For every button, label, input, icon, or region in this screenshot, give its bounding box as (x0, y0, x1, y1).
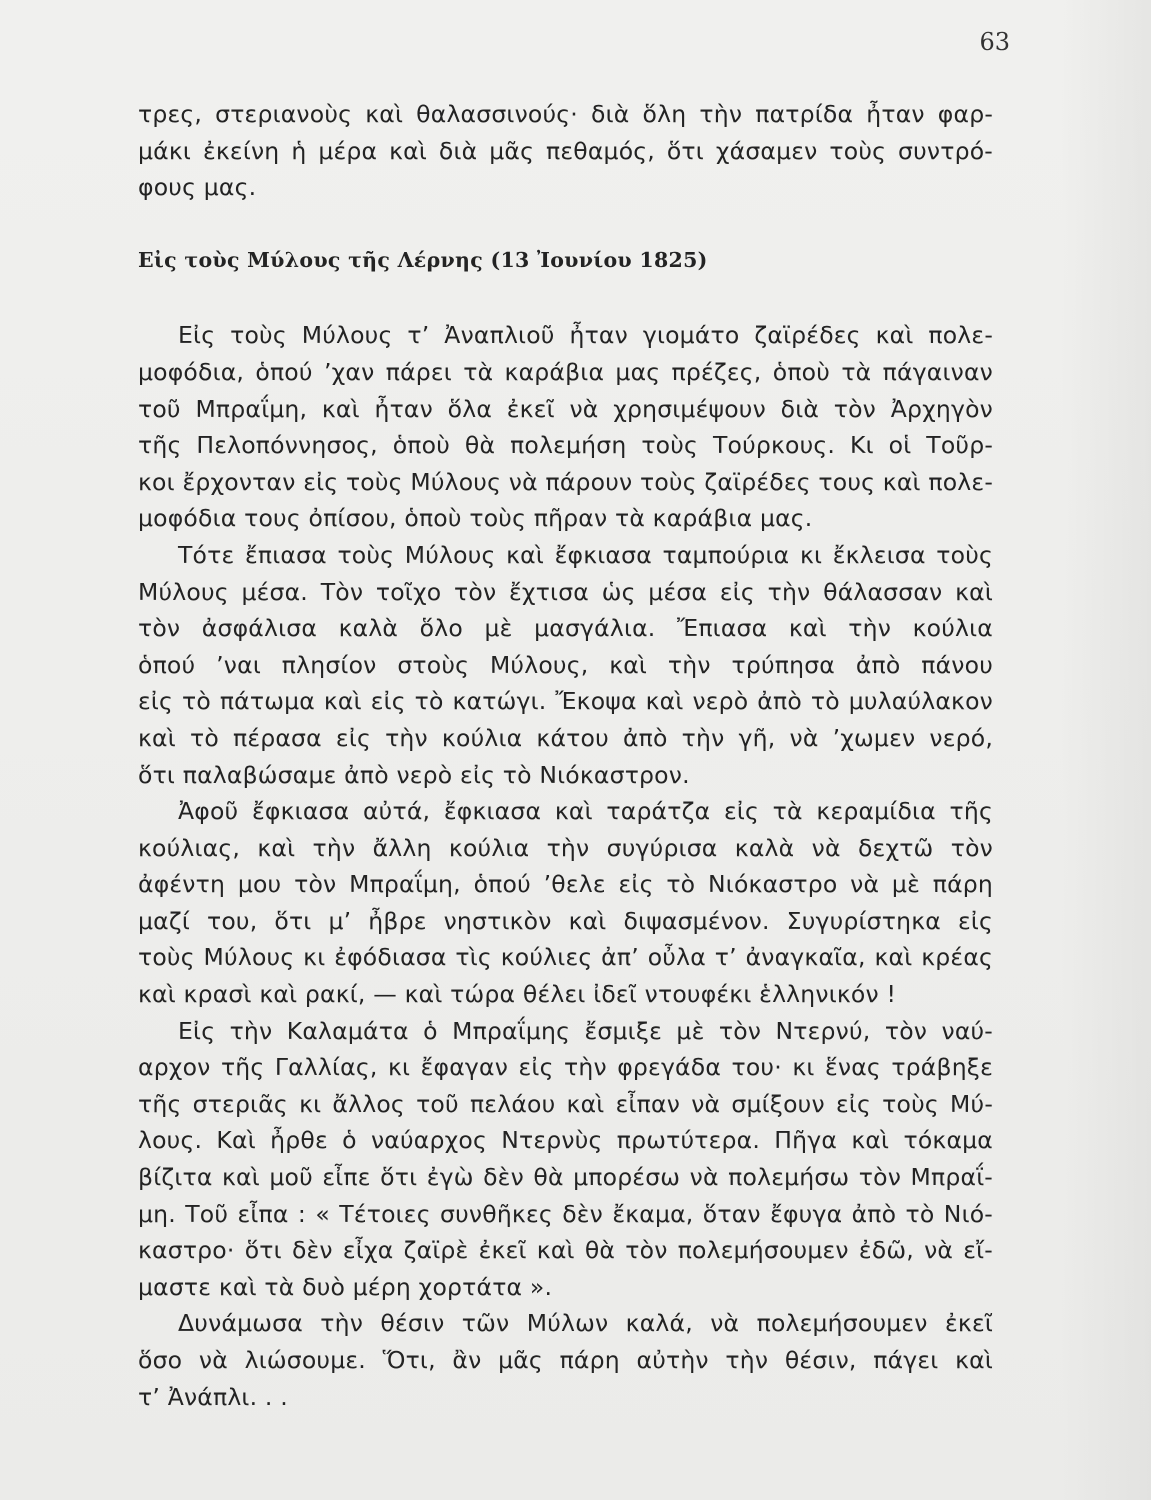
text-line: μαζί του, ὅτι μ’ ἦβρε νηστικὸν καὶ διψασμένον. Συγυρίστηκα εἰς (138, 906, 993, 935)
text-line: βίζιτα καὶ μοῦ εἶπε ὅτι ἐγὼ δὲν θὰ μπορέσω νὰ πολεμήσω τὸν Μπραΐ- (138, 1163, 993, 1192)
text-line: μοφόδια τους ὀπίσου, ὁποὺ τοὺς πῆραν τὰ καράβια μας. (138, 504, 813, 533)
paragraph (138, 1013, 993, 1306)
text-line: μαστε καὶ τὰ δυὸ μέρη χορτάτα ». (138, 1272, 553, 1301)
text-line: καὶ κρασὶ καὶ ρακί, — καὶ τώρα θέλει ἰδεῖ ντουφέκι ἑλληνικόν ! (138, 980, 897, 1009)
text-line: τοῦ Μπραΐμη, καὶ ἦταν ὅλα ἐκεῖ νὰ χρησιμέψουν διὰ τὸν Ἀρχηγὸν (138, 394, 993, 423)
text-line: μάκι ἐκείνη ἡ μέρα καὶ διὰ μᾶς πεθαμός, ὅτι χάσαμεν τοὺς συντρό- (138, 136, 993, 165)
page-shading (1061, 0, 1151, 1500)
text-line: κοι ἔρχονταν εἰς τοὺς Μύλους νὰ πάρουν τοὺς ζαϊρέδες τους καὶ πολε- (138, 467, 993, 496)
text-line: Εἰς τὴν Καλαμάτα ὁ Μπραΐμης ἔσμιξε μὲ τὸν Ντερνύ, τὸν ναύ- (178, 1016, 993, 1045)
text-line: τ’ Ἀνάπλι. . . (138, 1382, 288, 1411)
text-line: τοὺς Μύλους κι ἐφόδιασα τὶς κούλιες ἀπ’ οὖλα τ’ ἀναγκαῖα, καὶ κρέας (138, 943, 993, 972)
text-line: Μύλους μέσα. Τὸν τοῖχο τὸν ἔχτισα ὡς μέσα εἰς τὴν θάλασσαν καὶ (138, 577, 993, 606)
text-line: ὁπού ’ναι πλησίον στοὺς Μύλους, καὶ τὴν τρύπησα ἀπὸ πάνου (138, 650, 993, 679)
text-line: κούλιας, καὶ τὴν ἄλλη κούλια τὴν συγύρισα καλὰ νὰ δεχτῶ τὸν (138, 833, 993, 862)
text-line: Δυνάμωσα τὴν θέσιν τῶν Μύλων καλά, νὰ πολεμήσουμεν ἐκεῖ (178, 1309, 993, 1338)
paragraph (138, 317, 993, 537)
text-line: αρχον τῆς Γαλλίας, κι ἔφαγαν εἰς τὴν φρεγάδα του· κι ἕνας τράβηξε (138, 1053, 993, 1082)
text-line: τὸν ἀσφάλισα καλὰ ὅλο μὲ μασγάλια. Ἔπιασα καὶ τὴν κούλια (138, 614, 993, 643)
text-line: μοφόδια, ὁπού ’χαν πάρει τὰ καράβια μας πρέζες, ὁποὺ τὰ πάγαιναν (138, 357, 993, 386)
opening-paragraph (138, 96, 993, 206)
text-line: καὶ τὸ πέρασα εἰς τὴν κούλια κάτου ἀπὸ τὴν γῆ, νὰ ’χωμεν νερό, (138, 723, 993, 752)
text-line: τῆς στεριᾶς κι ἄλλος τοῦ πελάου καὶ εἶπαν νὰ σμίξουν εἰς τοὺς Μύ- (138, 1089, 993, 1118)
text-line: Ἀφοῦ ἔφκιασα αὐτά, ἔφκιασα καὶ ταράτζα εἰς τὰ κεραμίδια τῆς (178, 797, 993, 826)
text-line: μη. Τοῦ εἶπα : « Τέτοιες συνθῆκες δὲν ἔκαμα, ὅταν ἔφυγα ἀπὸ τὸ Νιό- (138, 1199, 993, 1228)
body-text (138, 96, 993, 1415)
paragraph (138, 1305, 993, 1415)
text-line: καστρο· ὅτι δὲν εἶχα ζαϊρὲ ἐκεῖ καὶ θὰ τὸν πολεμήσουμεν ἐδῶ, νὰ εἴ- (138, 1236, 993, 1265)
page-number: 63 (979, 28, 1010, 56)
text-line: ἀφέντη μου τὸν Μπραΐμη, ὁπού ’θελε εἰς τὸ Νιόκαστρο νὰ μὲ πάρη (138, 870, 993, 899)
text-line: τῆς Πελοπόννησος, ὁποὺ θὰ πολεμήση τοὺς Τούρκους. Κι οἱ Τοῦρ- (138, 431, 993, 460)
text-line: εἰς τὸ πάτωμα καὶ εἰς τὸ κατώγι. Ἔκοψα καὶ νερὸ ἀπὸ τὸ μυλαύλακον (138, 687, 993, 716)
paragraph (138, 537, 993, 793)
text-line: τρες, στεριανοὺς καὶ θαλασσινούς· διὰ ὅλη τὴν πατρίδα ἦταν φαρ- (138, 100, 993, 128)
text-line: Εἰς τοὺς Μύλους τ’ Ἀναπλιοῦ ἦταν γιομάτο ζαϊρέδες καὶ πολε- (178, 321, 993, 350)
text-line: ὅσο νὰ λιώσουμε. Ὅτι, ἂν μᾶς πάρη αὐτὴν τὴν θέσιν, πάγει καὶ (138, 1346, 993, 1374)
text-line: φους μας. (138, 173, 257, 202)
section-heading: Εἰς τοὺς Μύλους τῆς Λέρνης (13 Ἰουνίου 1825) (138, 247, 708, 272)
paragraph (138, 793, 993, 1013)
text-line: Τότε ἔπιασα τοὺς Μύλους καὶ ἔφκιασα ταμπούρια κι ἔκλεισα τοὺς (178, 540, 993, 569)
text-line: λους. Καὶ ἦρθε ὁ ναύαρχος Ντερνὺς πρωτύτερα. Πῆγα καὶ τόκαμα (138, 1126, 993, 1155)
text-line: ὅτι παλαβώσαμε ἀπὸ νερὸ εἰς τὸ Νιόκαστρον. (138, 760, 690, 789)
